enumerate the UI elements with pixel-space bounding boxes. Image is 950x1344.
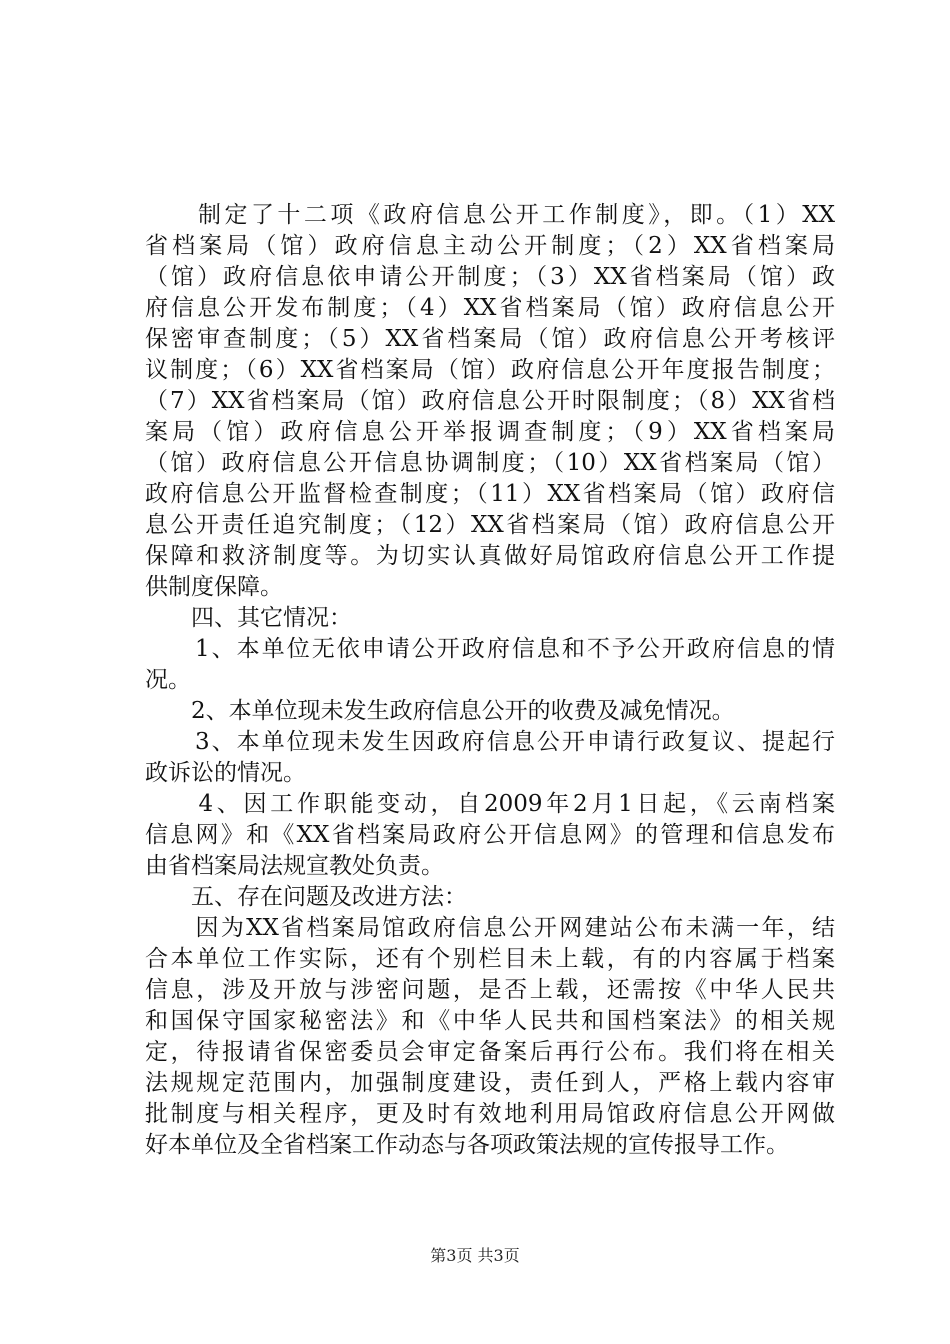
text-line: 制定了十二项《政府信息公开工作制度》，即。（1）XX [145,202,835,228]
text-line: 息公开责任追究制度；（12）XX省档案局（馆）政府信息公开 [145,512,835,538]
text-line: 四、其它情况： [145,605,352,631]
text-line: 议制度；（6）XX省档案局（馆）政府信息公开年度报告制度； [145,357,835,383]
text-line: 况。 [145,667,191,693]
text-line: 4、因工作职能变动，自2009年2月1日起，《云南档案 [145,791,835,817]
text-line: （馆）政府信息公开信息协调制度；（10）XX省档案局（馆） [145,450,835,476]
page-footer: 第3页 共3页 [430,1246,520,1265]
text-line: 保障和救济制度等。为切实认真做好局馆政府信息公开工作提 [145,543,835,569]
text-line: 供制度保障。 [145,574,283,600]
text-line: （7）XX省档案局（馆）政府信息公开时限制度；（8）XX省档 [145,388,835,414]
text-line: 因为XX省档案局馆政府信息公开网建站公布未满一年，结 [145,915,835,941]
text-line: 政诉讼的情况。 [145,760,306,786]
text-line: 和国保守国家秘密法》和《中华人民共和国档案法》的相关规 [145,1008,835,1034]
text-line: 政府信息公开监督检查制度；（11）XX省档案局（馆）政府信 [145,481,835,507]
text-line: 信息，涉及开放与涉密问题，是否上载，还需按《中华人民共 [145,977,835,1003]
text-line: 府信息公开发布制度；（4）XX省档案局（馆）政府信息公开 [145,295,835,321]
text-line: 定，待报请省保密委员会审定备案后再行公布。我们将在相关 [145,1039,835,1065]
text-line: 合本单位工作实际，还有个别栏目未上载，有的内容属于档案 [145,946,835,972]
text-line: 好本单位及全省档案工作动态与各项政策法规的宣传报导工作。 [145,1132,789,1158]
text-line: 由省档案局法规宣教处负责。 [145,853,444,879]
text-line: 2、本单位现未发生政府信息公开的收费及减免情况。 [145,698,735,724]
text-line: 保密审查制度；（5）XX省档案局（馆）政府信息公开考核评 [145,326,835,352]
text-line: （馆）政府信息依申请公开制度；（3）XX省档案局（馆）政 [145,264,835,290]
text-line: 案局（馆）政府信息公开举报调查制度；（9）XX省档案局 [145,419,835,445]
text-line: 省档案局（馆）政府信息主动公开制度；（2）XX省档案局 [145,233,835,259]
text-line: 3、本单位现未发生因政府信息公开申请行政复议、提起行 [145,729,835,755]
text-line: 法规规定范围内，加强制度建设，责任到人，严格上载内容审 [145,1070,835,1096]
text-line: 1、本单位无依申请公开政府信息和不予公开政府信息的情 [145,636,835,662]
text-line: 信息网》和《XX省档案局政府公开信息网》的管理和信息发布 [145,822,835,848]
document-body [145,200,835,1161]
text-line: 批制度与相关程序，更及时有效地利用局馆政府信息公开网做 [145,1101,835,1127]
text-line: 五、存在问题及改进方法： [145,884,467,910]
